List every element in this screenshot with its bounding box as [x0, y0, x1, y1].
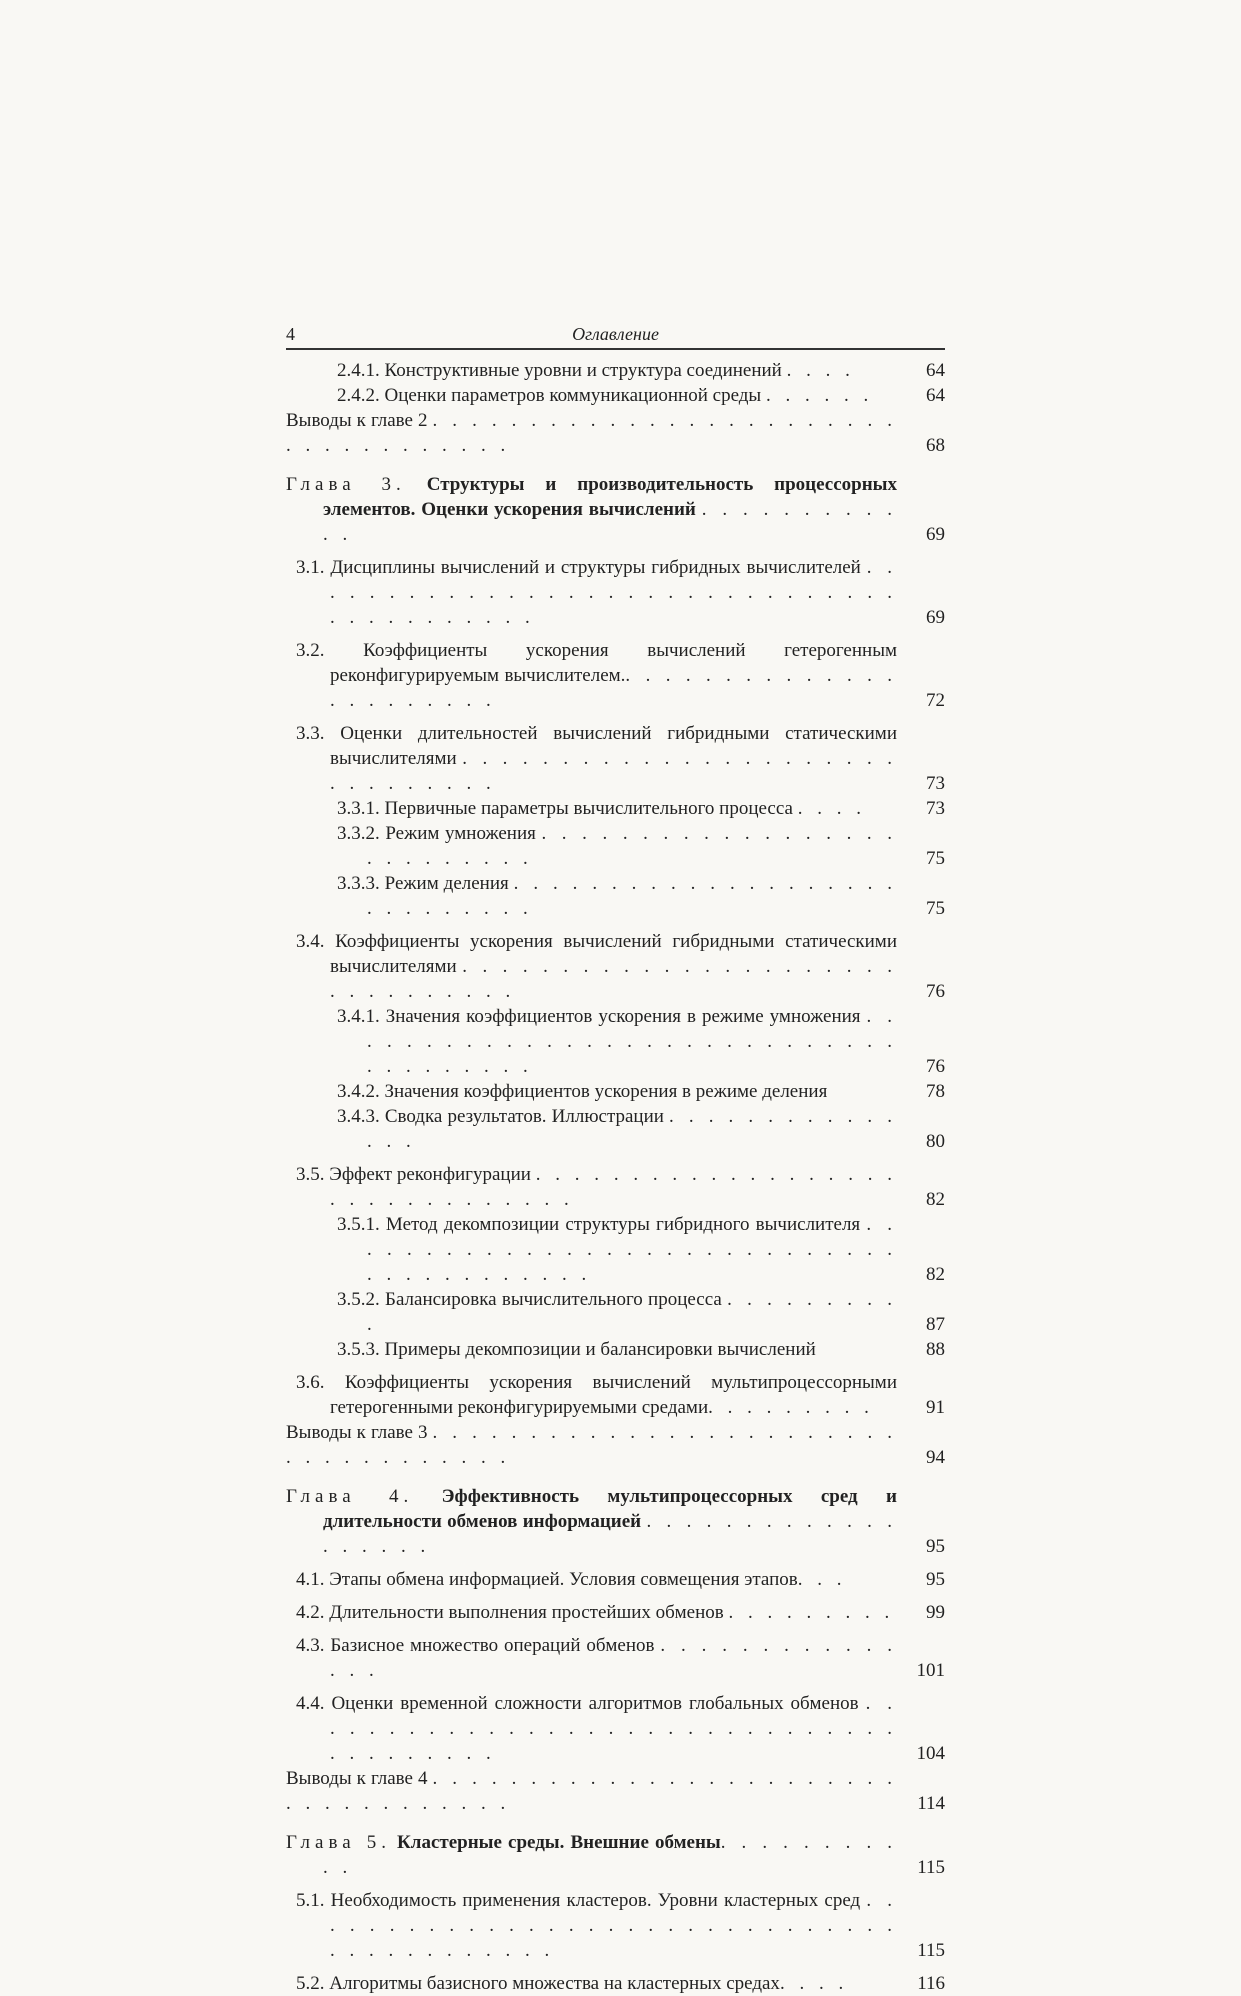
toc-entry-conclusions-2[interactable]: Выводы к главе 2 . . . . . . . . . . . . . . . . . . . . . . . . . . . . . . . . . . . . 68 — [286, 410, 945, 456]
toc-entry-3-3-3[interactable]: 3.3.3. Режим деления . . . . . . . . . . . . . . . . . . . . . . . . . . . . . 75 — [337, 873, 945, 919]
toc-entry-3-4[interactable]: 3.4. Коэффициенты ускорения вычислений гибридными статическими вычислителями . . . . . . . . . . . . . . . . . . . . . . . . . . . . . . . . 76 — [296, 931, 945, 1002]
toc-page: 115 — [917, 1940, 945, 1961]
toc-page: 76 — [926, 981, 945, 1002]
toc-entry-4-4[interactable]: 4.4. Оценки временной сложности алгоритмов глобальных обменов . . . . . . . . . . . . . . . . . . . . . . . . . . . . . . . . . . . . . . . . 104 — [296, 1693, 945, 1764]
toc-page: 115 — [917, 1857, 945, 1878]
toc-page: 76 — [926, 1056, 945, 1077]
toc-page: 95 — [926, 1536, 945, 1557]
toc-entry-3-5[interactable]: 3.5. Эффект реконфигурации . . . . . . . . . . . . . . . . . . . . . . . . . . . . . . . . 82 — [296, 1164, 945, 1210]
table-of-contents — [286, 358, 945, 1996]
toc-page: 69 — [926, 524, 945, 545]
toc-entry-3-2[interactable]: 3.2. Коэффициенты ускорения вычислений гетерогенным реконфигурируемым вычислителем.. . . . . . . . . . . . . . . . . . . . . . . 72 — [296, 640, 945, 711]
toc-entry-5-2[interactable]: 5.2. Алгоритмы базисного множества на кластерных средах. . . . 116 — [296, 1973, 945, 1994]
toc-entry-3-4-1[interactable]: 3.4.1. Значения коэффициентов ускорения в режиме умножения . . . . . . . . . . . . . . . . . . . . . . . . . . . . . . . . . . . . . . 76 — [337, 1006, 945, 1077]
toc-entry-3-5-3[interactable]: 3.5.3. Примеры декомпозиции и балансировки вычислений 88 — [337, 1339, 945, 1360]
toc-page: 87 — [926, 1314, 945, 1335]
toc-entry-3-4-2[interactable]: 3.4.2. Значения коэффициентов ускорения в режиме деления 78 — [337, 1081, 945, 1102]
toc-entry-chapter-5[interactable]: Глава 5. Кластерные среды. Внешние обмены. . . . . . . . . . . 115 — [286, 1832, 945, 1878]
running-header — [286, 322, 945, 350]
toc-page: 72 — [926, 690, 945, 711]
toc-entry-3-3-1[interactable]: 3.3.1. Первичные параметры вычислительного процесса . . . . 73 — [337, 798, 945, 819]
toc-entry-chapter-3[interactable]: Глава 3. Структуры и производительность процессорных элементов. Оценки ускорения вычислений . . . . . . . . . . . . 69 — [286, 474, 945, 545]
toc-page: 116 — [917, 1973, 945, 1994]
toc-entry-conclusions-3[interactable]: Выводы к главе 3 . . . . . . . . . . . . . . . . . . . . . . . . . . . . . . . . . . . . 94 — [286, 1422, 945, 1468]
toc-page: 75 — [926, 848, 945, 869]
toc-page: 94 — [926, 1447, 945, 1468]
toc-entry-chapter-4[interactable]: Глава 4. Эффективность мультипроцессорных сред и длительности обменов информацией . . . . . . . . . . . . . . . . . . . 95 — [286, 1486, 945, 1557]
toc-entry-3-1[interactable]: 3.1. Дисциплины вычислений и структуры гибридных вычислителей . . . . . . . . . . . . . . . . . . . . . . . . . . . . . . . . . . . . . . . . . . 69 — [296, 557, 945, 628]
toc-page: 73 — [926, 773, 945, 794]
toc-page: 82 — [926, 1189, 945, 1210]
toc-entry-3-6[interactable]: 3.6. Коэффициенты ускорения вычислений мультипроцессорными гетерогенными реконфигурируемыми средами. . . . . . . . . 91 — [296, 1372, 945, 1418]
toc-entry-3-4-3[interactable]: 3.4.3. Сводка результатов. Иллюстрации . . . . . . . . . . . . . . . 80 — [337, 1106, 945, 1152]
toc-page: 73 — [926, 798, 945, 819]
toc-page: 82 — [926, 1264, 945, 1285]
running-title: Оглавление — [572, 324, 659, 344]
toc-entry-3-3[interactable]: 3.3. Оценки длительностей вычислений гибридными статическими вычислителями . . . . . . . . . . . . . . . . . . . . . . . . . . . . . . . 73 — [296, 723, 945, 794]
toc-page: 114 — [917, 1793, 945, 1814]
toc-page: 68 — [926, 435, 945, 456]
toc-page: 64 — [926, 360, 945, 381]
toc-entry-5-1[interactable]: 5.1. Необходимость применения кластеров. Уровни кластерных сред . . . . . . . . . . . . . . . . . . . . . . . . . . . . . . . . . . . . . . . . . . . 115 — [296, 1890, 945, 1961]
toc-page: 101 — [916, 1660, 945, 1681]
toc-entry-2-4-2[interactable]: 2.4.2. Оценки параметров коммуникационной среды . . . . . . 64 — [337, 385, 945, 406]
toc-page: 80 — [926, 1131, 945, 1152]
toc-entry-4-2[interactable]: 4.2. Длительности выполнения простейших обменов . . . . . . . . . 99 — [296, 1602, 945, 1623]
toc-page: 99 — [926, 1602, 945, 1623]
toc-page: 91 — [926, 1397, 945, 1418]
toc-entry-conclusions-4[interactable]: Выводы к главе 4 . . . . . . . . . . . . . . . . . . . . . . . . . . . . . . . . . . . . 114 — [286, 1768, 945, 1814]
toc-page: 64 — [926, 385, 945, 406]
toc-entry-3-5-2[interactable]: 3.5.2. Балансировка вычислительного процесса . . . . . . . . . . 87 — [337, 1289, 945, 1335]
toc-entry-3-5-1[interactable]: 3.5.1. Метод декомпозиции структуры гибридного вычислителя . . . . . . . . . . . . . . . . . . . . . . . . . . . . . . . . . . . . . . . . . 82 — [337, 1214, 945, 1285]
page-number: 4 — [286, 324, 295, 344]
toc-page: 69 — [926, 607, 945, 628]
toc-page: 78 — [926, 1081, 945, 1102]
toc-entry-3-3-2[interactable]: 3.3.2. Режим умножения . . . . . . . . . . . . . . . . . . . . . . . . . . . 75 — [337, 823, 945, 869]
toc-page: 104 — [916, 1743, 945, 1764]
toc-page: 75 — [926, 898, 945, 919]
toc-entry-2-4-1[interactable]: 2.4.1. Конструктивные уровни и структура соединений . . . . 64 — [337, 360, 945, 381]
toc-entry-4-3[interactable]: 4.3. Базисное множество операций обменов . . . . . . . . . . . . . . . 101 — [296, 1635, 945, 1681]
toc-page: 95 — [926, 1569, 945, 1590]
toc-page: 88 — [926, 1339, 945, 1360]
toc-entry-4-1[interactable]: 4.1. Этапы обмена информацией. Условия совмещения этапов. . . 95 — [296, 1569, 945, 1590]
